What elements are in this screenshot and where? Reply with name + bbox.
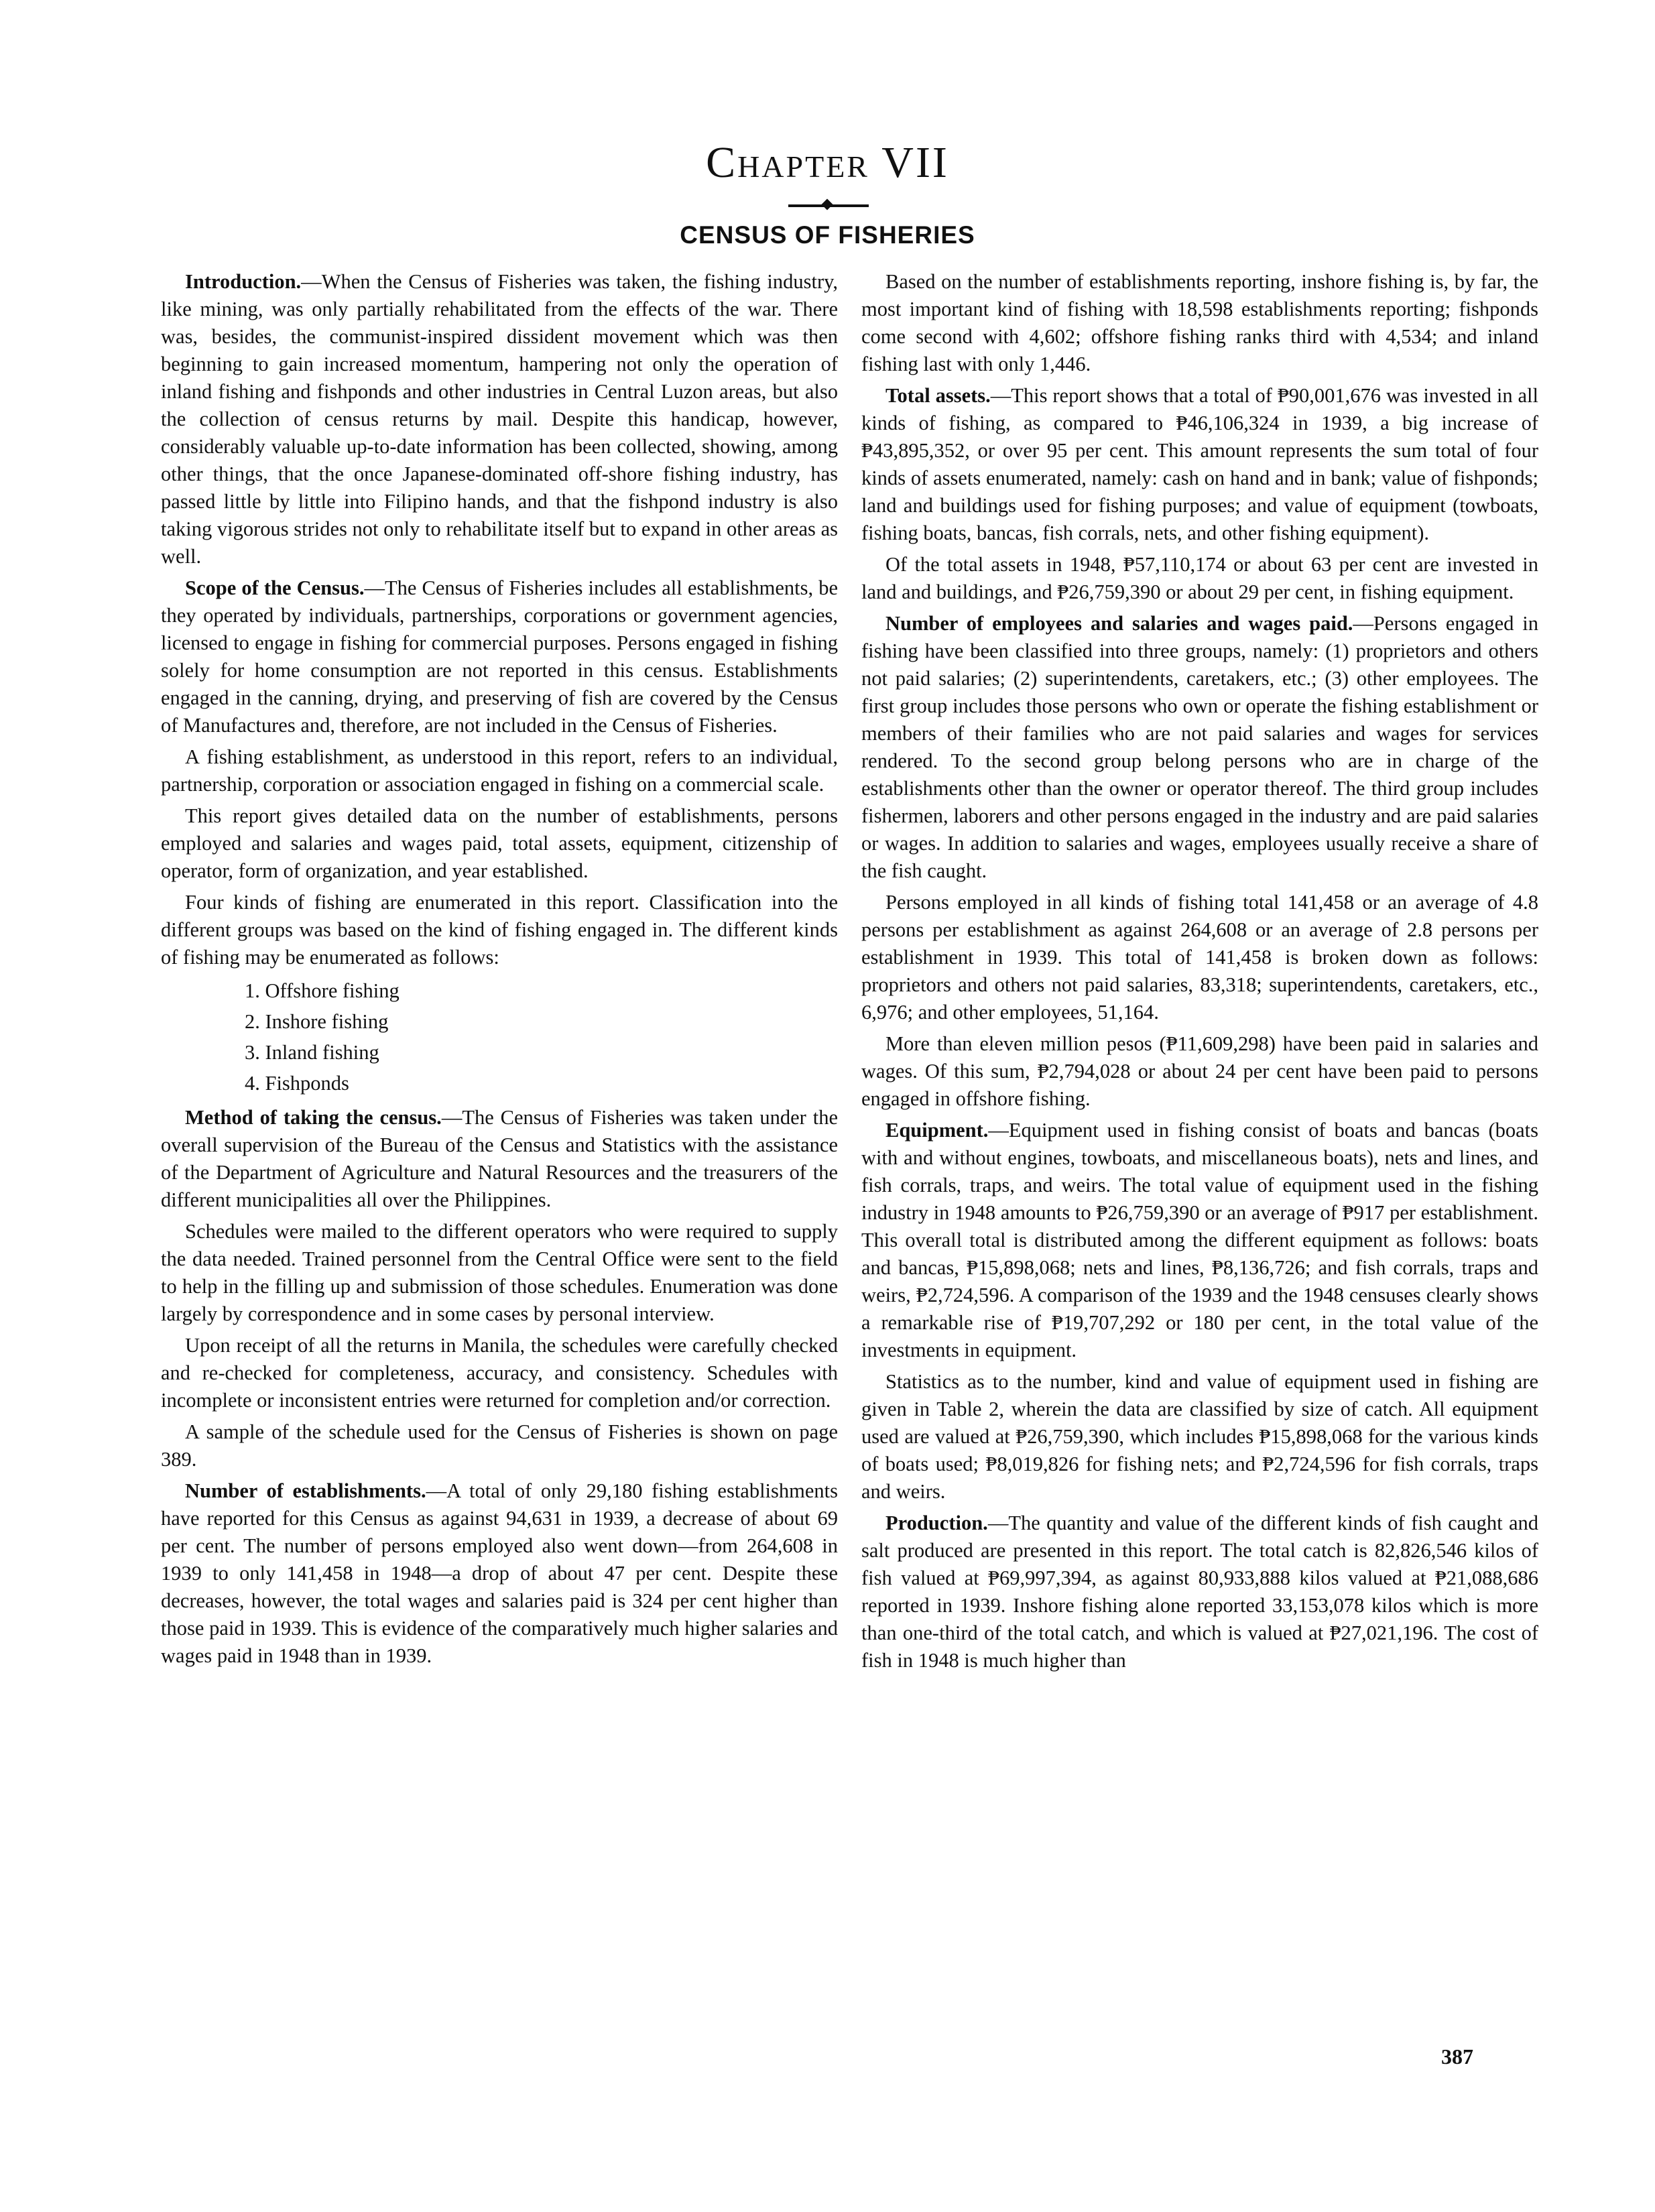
paragraph-sample: A sample of the schedule used for the Census of Fisheries is shown on page 389.	[161, 1420, 838, 1471]
run-in-heading: Scope of the Census.	[185, 576, 365, 599]
paragraph-text: —The quantity and value of the different kinds of fish caught and salt produced are presented in this report. The total catch is 82,826,546 kilos of fish valued at ₱69,997,394, as against 80,933,888 kilos valued at ₱21,088,686 reported in 1939. Inshore fishing alone reported 33,153,078 kilos which is more than one-third of the total catch, and which is valued at ₱27,021,196. The cost of fish in 1948 is much higher than	[861, 1512, 1538, 1672]
list-item: 2. Inshore fishing	[245, 1010, 389, 1033]
paragraph-production	[861, 1510, 1538, 1674]
paragraph-text: —The Census of Fisheries was taken under the overall supervision of the Bureau of the Census and Statistics with the assistance of the Department of Agriculture and Natural Resources and the treasurers of the different municipalities all over the Philippines.	[161, 1106, 838, 1211]
right-column	[861, 268, 1538, 2078]
section-title: CENSUS OF FISHERIES	[680, 221, 975, 249]
title-ornament	[788, 204, 869, 207]
chapter-title-text: Chapter VII	[706, 138, 949, 187]
paragraph-statistics: Statistics as to the number, kind and value of equipment used in fishing are given in Table 2, wherein the data are classified by size of catch. All equipment used are valued at ₱26,759,390, which includes ₱15,898,068 for the various kinds of boats used; ₱8,019,826 for fishing nets; and ₱2,724,596 for fish corrals, traps and weirs.	[861, 1370, 1538, 1503]
run-in-heading: Equipment.	[885, 1119, 989, 1142]
paragraph-receipt: Upon receipt of all the returns in Manila, the schedules were carefully checked and re-checked for completeness, accuracy, and consistency. Schedules with incomplete or inconsistent entries were returned for completion and/or correction.	[161, 1334, 838, 1412]
paragraph-inshore: Based on the number of establishments reporting, inshore fishing is, by far, the most important kind of fishing with 18,598 establishments reporting; fishponds come second with 4,602; offshore fishing ranks third with 4,534; and inland fishing last with only 1,446.	[861, 270, 1538, 375]
list-item: 3. Inland fishing	[245, 1041, 379, 1064]
paragraph-text: —When the Census of Fisheries was taken, the fishing industry, like mining, was only partially rehabilitated from the effects of the war. There was, besides, the communist-inspired dissident movement which was then beginning to gain increased momentum, hampering not only the operation of inland fishing and fishponds and other industries in Central Luzon areas, but also the collection of census returns by mail. Despite this handicap, however, considerably valuable up-to-date information has been collected, showing, among other things, that the once Japanese-dominated off-shore fishing industry, has passed little by little into Filipino hands, and that the fishpond industry is also taking vigorous strides not only to rehabilitate itself but to expand in other areas as well.	[161, 270, 838, 568]
paragraph-text: —This report shows that a total of ₱90,001,676 was invested in all kinds of fishing, as compared to ₱46,106,324 in 1939, a big increase of ₱43,895,352, or over 95 per cent. This amount represents the sum total of four kinds of assets enumerated, namely: cash on hand and in bank; value of fishponds; land and buildings used for fishing purposes; and value of equipment (towboats, fishing boats, bancas, fish corrals, nets, and other fishing equipment).	[861, 384, 1538, 544]
paragraph-method	[161, 1104, 838, 1214]
run-in-heading: Total assets.	[885, 384, 991, 407]
paragraph-kinds: Four kinds of fishing are enumerated in this report. Classification into the different groups was based on the kind of fishing engaged in. The different kinds of fishing may be enumerated as follows:	[161, 891, 838, 969]
left-column	[161, 268, 838, 2078]
run-in-heading: Introduction.	[185, 270, 302, 293]
page-number: 387	[1441, 2044, 1473, 2069]
run-in-heading: Number of employees and salaries and wages paid.	[885, 612, 1353, 635]
chapter-title	[0, 137, 1655, 188]
run-in-heading: Production.	[885, 1512, 988, 1534]
run-in-heading: Number of establishments.	[185, 1479, 426, 1502]
run-in-heading: Method of taking the census.	[185, 1106, 442, 1129]
paragraph-text: —Persons engaged in fishing have been classified into three groups, namely: (1) proprietors and others not paid salaries; (2) superintendents, caretakers, etc.; (3) other employees. The first group includes those persons who own or operate the fishing establishment or members of their families who are not paid salaries and wages for services rendered. To the second group belong persons who are in charge of the establishments other than the owner or operator thereof. The third group includes fishermen, laborers and other persons engaged in the industry and are paid salaries or wages. In addition to salaries and wages, employees usually receive a share of the fish caught.	[861, 612, 1538, 882]
paragraph-introduction	[161, 268, 838, 570]
paragraph-scope	[161, 574, 838, 739]
paragraph-equipment	[861, 1117, 1538, 1364]
paragraph-assets	[861, 382, 1538, 547]
list-item: 1. Offshore fishing	[245, 979, 400, 1002]
list-item: 4. Fishponds	[245, 1072, 349, 1095]
paragraph-text: —A total of only 29,180 fishing establishments have reported for this Census as against 94,631 in 1939, a decrease of about 69 per cent. The number of persons employed also went down—from 264,608 in 1939 to only 141,458 in 1948—a drop of about 47 per cent. Despite these decreases, however, the total wages and salaries paid is 324 per cent higher than those paid in 1939. This is evidence of the comparatively much higher salaries and wages paid in 1948 than in 1939.	[161, 1479, 838, 1667]
paragraph-employees	[861, 610, 1538, 885]
kinds-list	[161, 975, 838, 1099]
paragraph-schedules: Schedules were mailed to the different operators who were required to supply the data needed. Trained personnel from the Central Office were sent to the field to help in the filling up and submission of those schedules. Enumeration was done largely by correspondence and in some cases by personal interview.	[161, 1220, 838, 1325]
paragraph-establishment-definition: A fishing establishment, as understood in this report, refers to an individual, partnership, corporation or association engaged in fishing on a commercial scale.	[161, 745, 838, 796]
paragraph-persons: Persons employed in all kinds of fishing total 141,458 or an average of 4.8 persons per establishment as against 264,608 or an average of 2.8 persons per establishment in 1939. This total of 141,458 is broken down as follows: proprietors and others not paid salaries, 83,318; superintendents, caretakers, etc., 6,976; and other employees, 51,164.	[861, 891, 1538, 1024]
paragraph-establishments	[161, 1477, 838, 1670]
paragraph-text: —Equipment used in fishing consist of boats and bancas (boats with and without engines, towboats, and miscellaneous boats), nets and lines, and fish corrals, traps, and weirs. The total value of equipment used in the fishing industry in 1948 amounts to ₱26,759,390 or an average of ₱917 per establishment. This overall total is distributed among the different equipment as follows: boats and bancas, ₱15,898,068; nets and lines, ₱8,136,726; and fish corrals, traps and weirs, ₱2,724,596. A comparison of the 1939 and the 1948 censuses clearly shows a remarkable rise of ₱19,707,292 or 180 per cent, in the total value of the investments in equipment.	[861, 1119, 1538, 1361]
paragraph-report-contents: This report gives detailed data on the number of establishments, persons employed and salaries and wages paid, total assets, equipment, citizenship of operator, form of organization, and year established.	[161, 804, 838, 882]
paragraph-text: —The Census of Fisheries includes all establishments, be they operated by individuals, partnerships, corporations or government agencies, licensed to engage in fishing for commercial purposes. Persons engaged in fishing solely for home consumption are not reported in this census. Establishments engaged in the canning, drying, and preserving of fish are covered by the Census of Manufactures and, therefore, are not included in the Census of Fisheries.	[161, 576, 838, 737]
paragraph-total-assets: Of the total assets in 1948, ₱57,110,174 or about 63 per cent are invested in land and buildings, and ₱26,759,390 or about 29 per cent, in fishing equipment.	[861, 553, 1538, 603]
paragraph-pesos: More than eleven million pesos (₱11,609,298) have been paid in salaries and wages. Of this sum, ₱2,794,028 or about 24 per cent have been paid to persons engaged in offshore fishing.	[861, 1032, 1538, 1110]
